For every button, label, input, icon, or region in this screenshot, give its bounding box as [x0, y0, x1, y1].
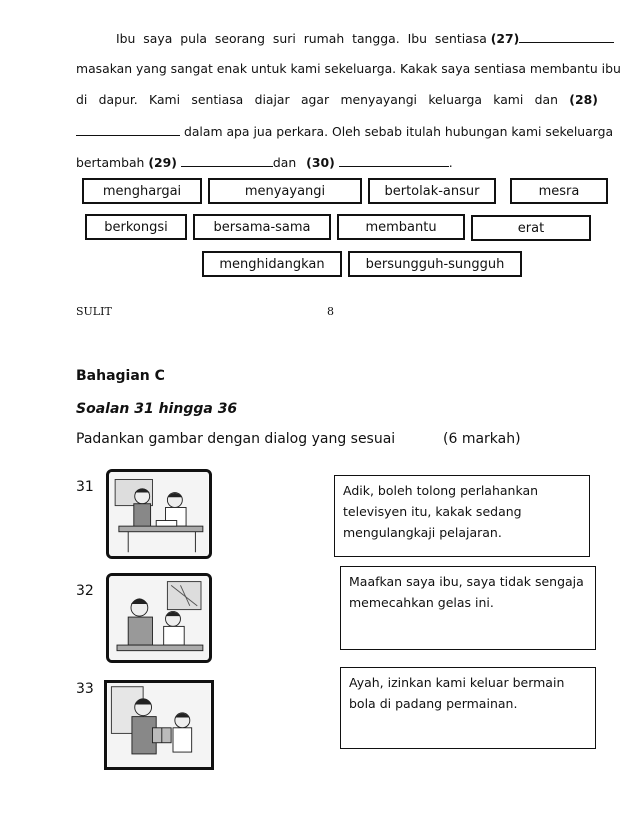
- word-option[interactable]: menghargai: [82, 178, 202, 204]
- passage-text: masakan yang sangat enak untuk kami sekeluarga. Kakak saya sentiasa membantu ibu: [76, 61, 621, 76]
- passage-line-3: [76, 92, 598, 112]
- passage-word: menyayangi: [340, 92, 417, 107]
- dialog-box-1[interactable]: [334, 475, 590, 557]
- section-title: Bahagian C: [76, 368, 165, 384]
- passage-text: bertambah: [76, 155, 145, 170]
- question-number: 32: [76, 583, 94, 599]
- passage-word: diajar: [254, 92, 290, 107]
- dialog-line: televisyen itu, kakak sedang: [343, 504, 522, 519]
- picture-31-siblings-studying[interactable]: [106, 469, 212, 559]
- blank-30-label: (30): [306, 155, 335, 170]
- passage-word: di: [76, 92, 88, 107]
- dialog-line: memecahkan gelas ini.: [349, 595, 494, 610]
- word-option[interactable]: berkongsi: [85, 214, 187, 240]
- passage-text: Ibu saya pula seorang suri rumah tangga. Ibu sentiasa: [116, 31, 487, 46]
- blank-27-label: (27): [490, 31, 520, 46]
- page-number: 8: [327, 305, 334, 318]
- passage-word: kami: [493, 92, 524, 107]
- illustration-32: [109, 576, 209, 660]
- passage-word: dan: [534, 92, 558, 107]
- question-number: 33: [76, 681, 94, 697]
- dialog-line: mengulangkaji pelajaran.: [343, 525, 502, 540]
- blank-29-label: (29): [148, 155, 177, 170]
- passage-text: dalam apa jua perkara. Oleh sebab itulah hubungan kami sekeluarga: [183, 124, 614, 139]
- question-number: 31: [76, 479, 94, 495]
- blank-28-label: (28): [569, 92, 598, 107]
- word-option[interactable]: bertolak-ansur: [368, 178, 496, 204]
- picture-32-mother-and-child[interactable]: [106, 573, 212, 663]
- word-option[interactable]: menyayangi: [208, 178, 362, 204]
- picture-33-gift-giving[interactable]: [104, 680, 214, 770]
- section-subtitle: Soalan 31 hingga 36: [76, 401, 238, 417]
- passage-line-1: [76, 30, 598, 50]
- illustration-33: [107, 683, 211, 767]
- word-option[interactable]: mesra: [510, 178, 608, 204]
- blank-28[interactable]: [76, 123, 180, 136]
- blank-27[interactable]: [519, 30, 614, 43]
- passage-line-4: [76, 123, 614, 143]
- passage-word: sentiasa: [191, 92, 244, 107]
- word-option[interactable]: bersama-sama: [193, 214, 331, 240]
- marks: (6 markah): [443, 431, 521, 447]
- passage-word: keluarga: [428, 92, 482, 107]
- passage-word: dapur.: [98, 92, 138, 107]
- passage-word: agar: [300, 92, 330, 107]
- dialog-line: Maafkan saya ibu, saya tidak sengaja: [349, 574, 584, 589]
- dialog-box-2[interactable]: [340, 566, 596, 650]
- instruction: Padankan gambar dengan dialog yang sesuai: [76, 431, 396, 447]
- blank-29[interactable]: [181, 154, 273, 167]
- passage-line-5: [76, 154, 598, 174]
- word-option[interactable]: membantu: [337, 214, 465, 240]
- footer-sulit: SULIT: [76, 305, 112, 318]
- passage-word: Kami: [149, 92, 181, 107]
- passage-text: dan: [272, 155, 297, 170]
- dialog-box-3[interactable]: [340, 667, 596, 749]
- word-option[interactable]: menghidangkan: [202, 251, 342, 277]
- word-option[interactable]: bersungguh-sungguh: [348, 251, 522, 277]
- dialog-line: Ayah, izinkan kami keluar bermain: [349, 675, 565, 690]
- dialog-line: bola di padang permainan.: [349, 696, 518, 711]
- passage-line-2: [76, 61, 621, 81]
- dialog-line: Adik, boleh tolong perlahankan: [343, 483, 539, 498]
- blank-30[interactable]: [339, 154, 449, 167]
- word-option[interactable]: erat: [471, 215, 591, 241]
- illustration-31: [109, 472, 209, 556]
- passage-text: .: [448, 155, 453, 170]
